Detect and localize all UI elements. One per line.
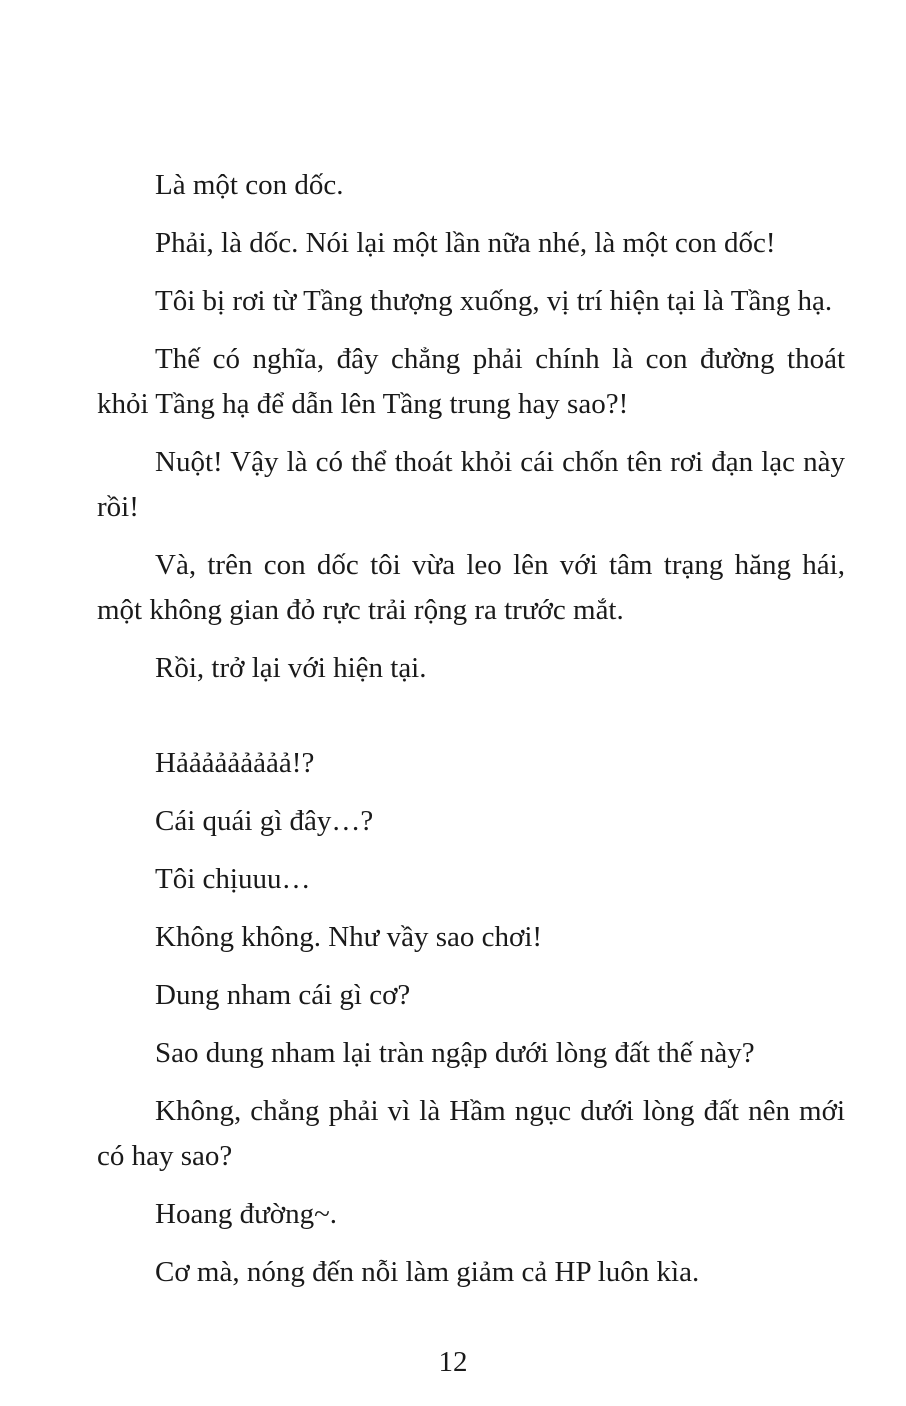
paragraph: Không không. Như vầy sao chơi!	[155, 921, 543, 953]
page-number: 12	[438, 1346, 468, 1378]
paragraph: Cái quái gì đây…?	[155, 805, 374, 837]
paragraph: Và, trên con dốc tôi vừa leo lên với tâm trạng hăng hái, một không gian đỏ rực trải rộng ra trước mắt.	[97, 549, 845, 626]
paragraph: Sao dung nham lại tràn ngập dưới lòng đất thế này?	[155, 1037, 755, 1069]
paragraph: Tôi chịuuu…	[155, 863, 311, 895]
paragraph: Hoang đường~.	[155, 1198, 338, 1230]
paragraph: Cơ mà, nóng đến nỗi làm giảm cả HP luôn kìa.	[155, 1256, 700, 1288]
text-section-2	[97, 741, 845, 1308]
paragraph: Dung nham cái gì cơ?	[155, 979, 411, 1011]
paragraph: Tôi bị rơi từ Tầng thượng xuống, vị trí hiện tại là Tầng hạ.	[155, 285, 833, 317]
paragraph: Nuột! Vậy là có thể thoát khỏi cái chốn tên rơi đạn lạc này rồi!	[97, 446, 845, 523]
paragraph: Hảảảảảảảảả!?	[155, 747, 315, 779]
paragraph: Không, chẳng phải vì là Hầm ngục dưới lòng đất nên mới có hay sao?	[97, 1095, 845, 1172]
paragraph: Rồi, trở lại với hiện tại.	[155, 652, 427, 684]
paragraph: Thế có nghĩa, đây chẳng phải chính là con đường thoát khỏi Tầng hạ để dẫn lên Tầng trung hay sao?!	[97, 343, 845, 420]
text-section-1	[97, 163, 845, 704]
paragraph: Phải, là dốc. Nói lại một lần nữa nhé, là một con dốc!	[155, 227, 776, 259]
paragraph: Là một con dốc.	[155, 169, 344, 201]
